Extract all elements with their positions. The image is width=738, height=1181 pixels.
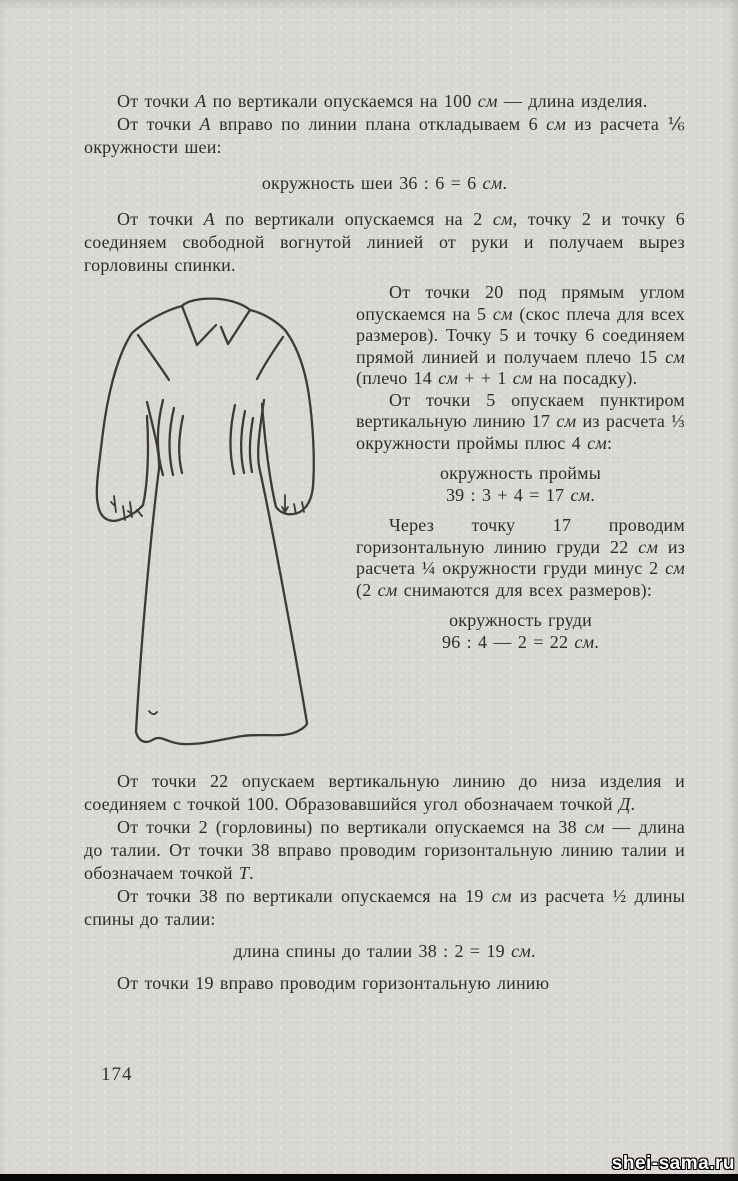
text-run: см bbox=[638, 536, 659, 557]
text-run: 96 : 4 — 2 = 22 bbox=[442, 631, 575, 652]
text-run: (2 bbox=[356, 579, 378, 600]
text-run: 39 : 3 + 4 = 17 bbox=[445, 484, 571, 505]
two-column-section bbox=[84, 282, 685, 762]
para-garment-length bbox=[84, 90, 685, 113]
text-run: из расчета ½ длины спины до талии: bbox=[84, 886, 685, 929]
text-run: От точки bbox=[117, 114, 200, 134]
para-point-d bbox=[84, 770, 685, 816]
para-back-length bbox=[84, 885, 685, 931]
text-run: см bbox=[492, 209, 513, 229]
text-run: окружность шеи 36 : 6 = 6 bbox=[261, 173, 483, 193]
text-run: От точки 38 по вертикали опускаемся на 19 bbox=[117, 886, 492, 906]
waist-gathers-right bbox=[230, 405, 253, 474]
para-shoulder-slope bbox=[356, 282, 685, 390]
text-run: из расчета ⅓ окружности проймы плюс 4 bbox=[356, 411, 685, 453]
text-run: см bbox=[482, 173, 503, 193]
para-waist-line bbox=[84, 816, 685, 885]
text-run: А bbox=[195, 91, 207, 111]
text-run: От точки 19 вправо проводим горизонтальную линию bbox=[117, 973, 550, 993]
text-run: см bbox=[491, 886, 512, 906]
text-run: : bbox=[606, 432, 613, 453]
text-run: . bbox=[590, 484, 596, 505]
text-run: + + 1 bbox=[458, 368, 513, 388]
text-run: От точки 20 под прямым углом опускаемся на 5 bbox=[356, 282, 685, 324]
hem-fold-mark bbox=[149, 711, 157, 714]
text-run: см bbox=[512, 368, 533, 388]
text-run: , точку 2 и точку 6 соединяем свободной вогнутой линией от руки и получаем вырез горловины спинки. bbox=[84, 209, 685, 275]
text-run: на посадку). bbox=[532, 368, 638, 388]
formula-chest-circumference bbox=[356, 610, 685, 653]
text-run: . bbox=[249, 863, 254, 883]
para-continuation bbox=[84, 972, 685, 995]
bottom-bar bbox=[0, 1174, 738, 1181]
text-run: по вертикали опускаемся на 2 bbox=[214, 209, 493, 229]
text-run: От точки bbox=[117, 91, 196, 111]
text-run: см bbox=[574, 631, 595, 652]
right-sleeve bbox=[250, 310, 314, 514]
text-run: — длина до талии. От точки 38 вправо проводим горизонтальную линию талии и обозначаем точкой bbox=[84, 817, 685, 883]
text-run: (плечо 14 bbox=[356, 368, 439, 388]
text-run: (скос плеча для всех размеров). Точку 5 и точку 6 соединяем прямой линией и получаем плечо 15 bbox=[356, 303, 685, 367]
para-armhole-line bbox=[356, 390, 685, 455]
skirt-hem bbox=[136, 723, 307, 744]
text-run: От точки 2 (горловины) по вертикали опускаемся на 38 bbox=[117, 817, 585, 837]
para-neck-offset bbox=[84, 113, 685, 159]
text-run: Т bbox=[238, 863, 250, 883]
text-run: см bbox=[665, 346, 685, 367]
waist-gathers-left bbox=[158, 400, 183, 475]
page-number: 174 bbox=[101, 1064, 133, 1085]
text-run: по вертикали опускаемся на 100 bbox=[206, 91, 478, 111]
text-run: из расчета ⅙ окружности шеи: bbox=[84, 114, 685, 157]
collar bbox=[182, 306, 250, 345]
text-run: длина спины до талии 38 : 2 = 19 bbox=[233, 941, 512, 961]
text-run: см bbox=[570, 484, 591, 505]
text-run: см bbox=[556, 411, 577, 431]
text-run: От точки 22 опускаем вертикальную линию до низа изделия и соединяем с точкой 100. Образовавшийся угол обозначаем точкой bbox=[84, 771, 685, 814]
formula-title: окружность груди bbox=[449, 610, 592, 630]
neckline bbox=[182, 299, 250, 310]
text-run: вправо по линии плана откладываем 6 bbox=[210, 114, 547, 134]
text-run: От точки 5 опускаем пунктиром вертикальную линию 17 bbox=[356, 389, 685, 431]
text-run: см bbox=[546, 114, 567, 134]
text-run: из расчета ¼ окружности груди минус 2 bbox=[356, 536, 686, 578]
text-run: Через точку 17 проводим горизонтальную линию груди 22 bbox=[356, 515, 685, 557]
para-chest-line bbox=[356, 515, 685, 601]
formula-back-length bbox=[84, 940, 685, 963]
para-back-neckline bbox=[84, 208, 685, 277]
formula-armhole-circumference bbox=[356, 463, 685, 506]
text-run: А bbox=[199, 114, 211, 134]
dress-illustration bbox=[84, 292, 356, 762]
text-run: см bbox=[511, 941, 531, 961]
text-run: см bbox=[587, 432, 607, 453]
text-run: см bbox=[665, 558, 685, 578]
formula-equation bbox=[356, 632, 685, 654]
shoulder-dart-right bbox=[257, 337, 283, 379]
formula-title: окружность проймы bbox=[439, 463, 601, 483]
text-run: А bbox=[203, 209, 215, 229]
text-run: . bbox=[594, 631, 599, 652]
text-run: От точки bbox=[117, 209, 204, 229]
formula-equation bbox=[356, 485, 685, 507]
shoulder-dart-left bbox=[138, 335, 169, 380]
right-column bbox=[356, 282, 685, 762]
text-run: . bbox=[530, 941, 536, 961]
text-run: см bbox=[438, 368, 459, 388]
text-run: — длина изделия. bbox=[497, 91, 648, 111]
text-run: см bbox=[584, 817, 605, 837]
figure-container bbox=[84, 282, 356, 762]
formula-neck-circumference bbox=[84, 172, 685, 195]
text-run: . bbox=[502, 173, 508, 193]
text-run: см bbox=[477, 91, 498, 111]
text-run: Д bbox=[618, 794, 631, 814]
text-run: . bbox=[630, 794, 636, 814]
watermark: shei-sama.ru bbox=[611, 1153, 735, 1174]
bottom-text-block bbox=[84, 770, 685, 995]
text-run: см bbox=[377, 579, 398, 600]
text-run: снимаются для всех размеров): bbox=[397, 579, 653, 600]
text-run: см bbox=[492, 303, 513, 324]
